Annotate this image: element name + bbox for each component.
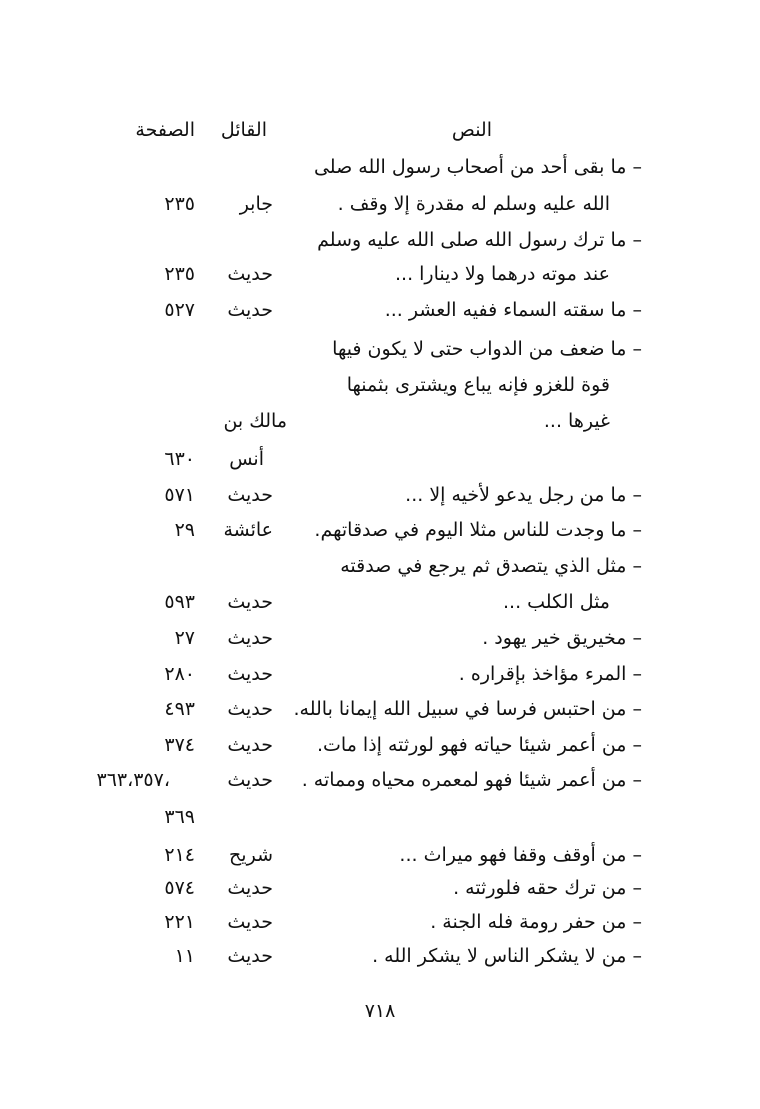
page-column-header: الصفحة — [135, 119, 195, 141]
entry-page: ٥٩٣ — [164, 591, 195, 613]
entry-page: ،٣٦٣،٣٥٧ — [96, 769, 170, 791]
entry-text: – ما من رجل يدعو لأخيه إلا ... — [405, 484, 642, 506]
entry-text: – ما بقى أحد من أصحاب رسول الله صلى — [313, 156, 642, 178]
entry-speaker: حديث — [227, 591, 273, 613]
entry-speaker: حديث — [227, 484, 273, 506]
page-number: ٧١٨ — [364, 1000, 396, 1022]
entry-page: ٢٩ — [174, 519, 195, 541]
entry-speaker: شريح — [229, 844, 273, 866]
entry-text: – من أعمر شيئا فهو لمعمره محياه ومماته . — [301, 769, 642, 791]
entry-text: – ما ضعف من الدواب حتى لا يكون فيها — [332, 338, 642, 360]
entry-speaker: حديث — [227, 698, 273, 720]
entry-text: – من أعمر شيئا حياته فهو لورثته إذا مات. — [316, 734, 642, 756]
entry-text: قوة للغزو فإنه يباع ويشترى بثمنها — [346, 374, 610, 396]
entry-page: ١١ — [174, 945, 195, 967]
entry-speaker: حديث — [227, 663, 273, 685]
entry-page: ٣٧٤ — [164, 734, 195, 756]
entry-page: ٢٨٠ — [164, 663, 195, 685]
entry-text: – من حفر رومة فله الجنة . — [430, 911, 642, 933]
entry-text: – مثل الذي يتصدق ثم يرجع في صدقته — [340, 555, 642, 577]
entry-speaker: مالك بن — [223, 410, 287, 432]
entry-speaker: حديث — [227, 299, 273, 321]
entry-speaker: حديث — [227, 769, 273, 791]
entry-page: ٢٣٥ — [164, 193, 195, 215]
entry-speaker: حديث — [227, 734, 273, 756]
speaker-column-header: القائل — [220, 119, 267, 141]
entry-text: مثل الكلب ... — [502, 591, 610, 613]
entry-page: ٥٧١ — [164, 484, 195, 506]
entry-speaker: عائشة — [223, 519, 273, 541]
entry-text: غيرها ... — [543, 410, 610, 432]
entry-text: – مخيريق خير يهود . — [482, 627, 642, 649]
entry-page: ٦٣٠ — [164, 448, 195, 470]
entry-speaker: حديث — [227, 945, 273, 967]
entry-speaker: حديث — [227, 877, 273, 899]
entry-text: – ما ترك رسول الله صلى الله عليه وسلم — [317, 229, 642, 251]
entry-page: ٢٣٥ — [164, 263, 195, 285]
entry-text: – ما سقته السماء ففيه العشر ... — [384, 299, 642, 321]
entry-page: ٥٢٧ — [164, 299, 195, 321]
entry-speaker: حديث — [227, 627, 273, 649]
entry-text: – من لا يشكر الناس لا يشكر الله . — [372, 945, 642, 967]
entry-text: عند موته درهما ولا دينارا ... — [395, 263, 610, 285]
entry-page: ٢٧ — [174, 627, 195, 649]
entry-text: – من احتبس فرسا في سبيل الله إيمانا بالله. — [293, 698, 642, 720]
entry-page: ٥٧٤ — [164, 877, 195, 899]
entry-speaker: جابر — [239, 193, 273, 215]
entry-text: الله عليه وسلم له مقدرة إلا وقف . — [337, 193, 610, 215]
entry-page: ٢٢١ — [164, 911, 195, 933]
entry-text: – من أوقف وقفا فهو ميراث ... — [399, 844, 642, 866]
entry-page: ٣٦٩ — [164, 806, 195, 828]
entry-page: ٤٩٣ — [164, 698, 195, 720]
entry-text: – ما وجدت للناس مثلا اليوم في صدقاتهم. — [314, 519, 642, 541]
entry-speaker: حديث — [227, 263, 273, 285]
entry-text: – المرء مؤاخذ بإقراره . — [458, 663, 642, 685]
entry-page: ٢١٤ — [164, 844, 195, 866]
entry-speaker: أنس — [229, 448, 264, 470]
entry-speaker: حديث — [227, 911, 273, 933]
text-column-header: النص — [451, 119, 492, 141]
entry-text: – من ترك حقه فلورثته . — [453, 877, 642, 899]
